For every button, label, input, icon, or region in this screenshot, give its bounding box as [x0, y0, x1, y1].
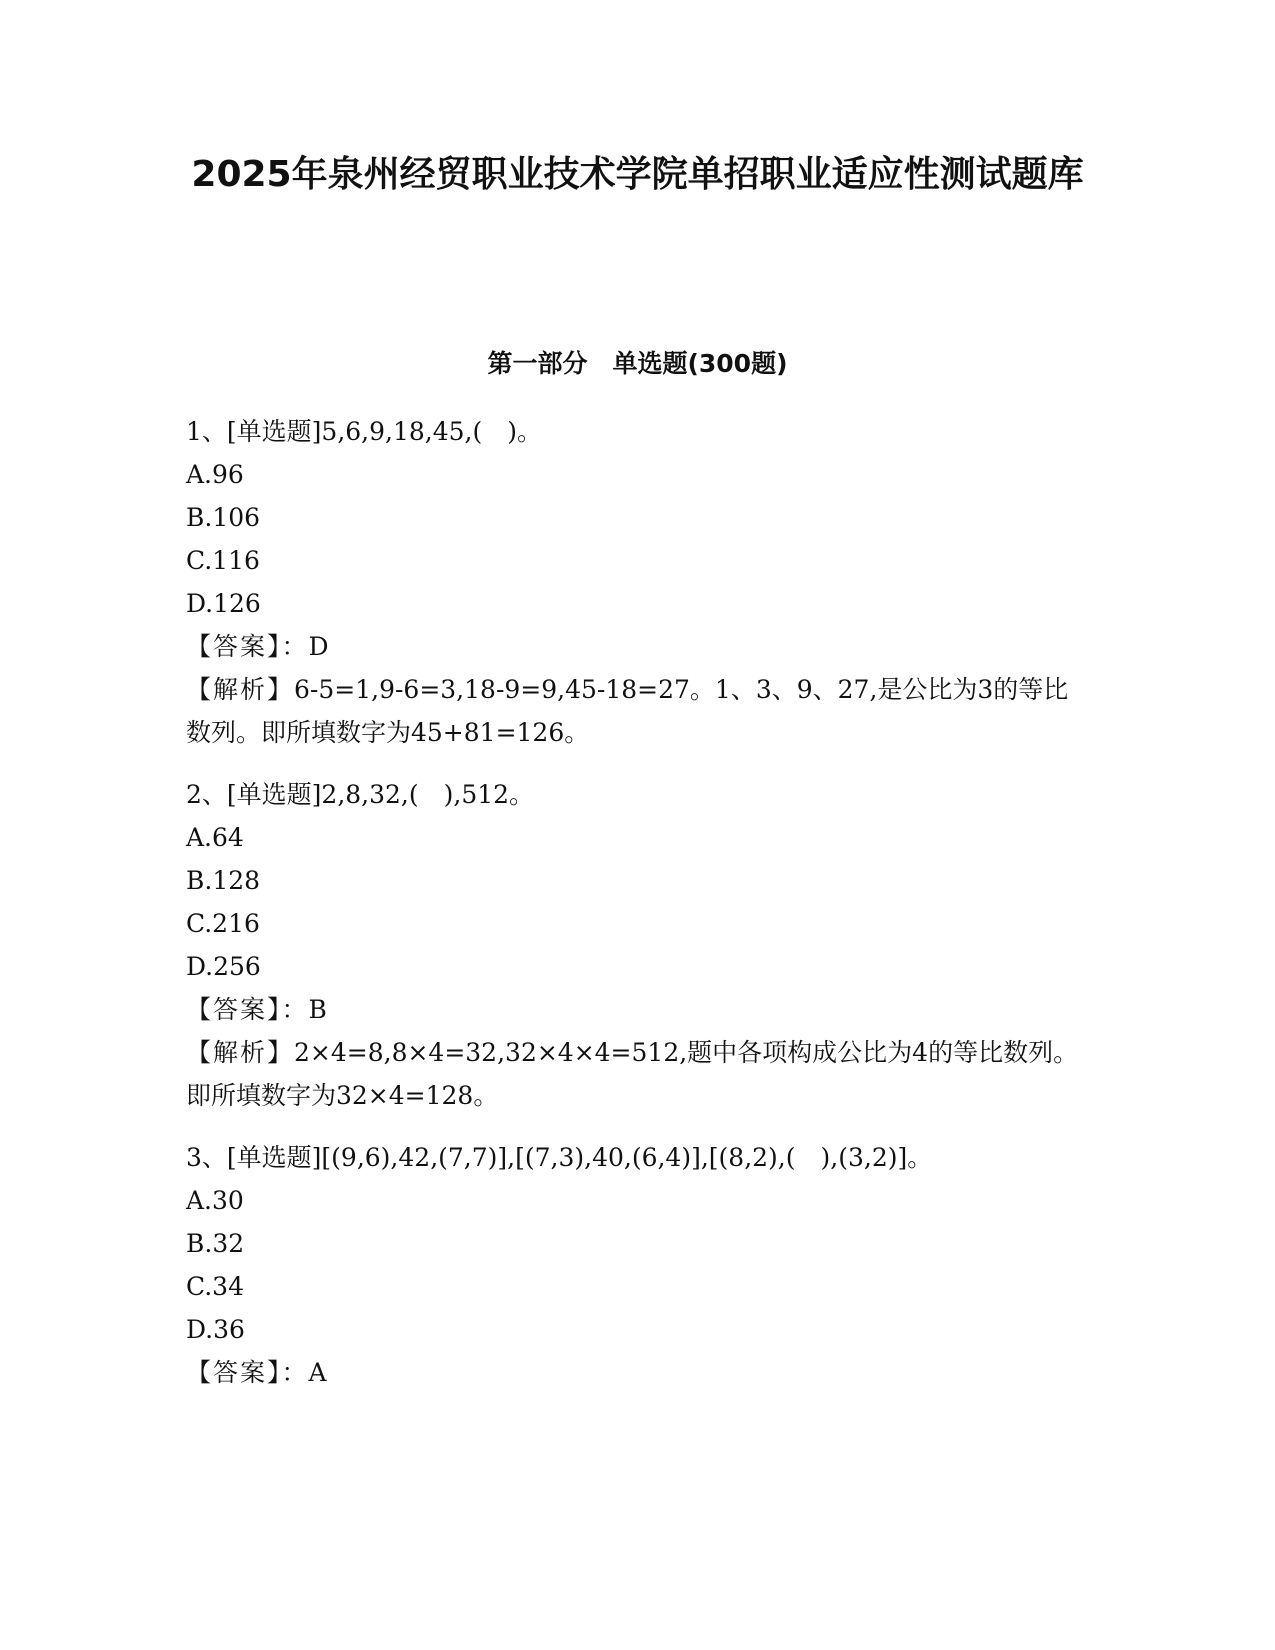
answer-label: 【答案】：: [186, 632, 309, 661]
option-d: D.36: [186, 1315, 245, 1344]
option-c: C.34: [186, 1272, 244, 1301]
explanation-text: 2×4=8,8×4=32,32×4×4=512,题中各项构成公比为4的等比数列。即所填数字为32×4=128。: [186, 1038, 1079, 1110]
answer-line: [186, 625, 1086, 668]
option-b: B.32: [186, 1229, 245, 1258]
explanation-text: 6-5=1,9-6=3,18-9=9,45-18=27。1、3、9、27,是公比为3的等比数列。即所填数字为45+81=126。: [186, 675, 1069, 747]
answer-value: A: [308, 1358, 327, 1387]
explanation-label: 【解析】: [186, 675, 295, 704]
question-list: [186, 410, 1086, 1413]
option-b: B.106: [186, 503, 261, 532]
option-d: D.126: [186, 589, 261, 618]
section-title: 第一部分 单选题(300题): [487, 349, 788, 378]
option-a: A.96: [186, 460, 244, 489]
explanation-line: [186, 668, 1086, 754]
answer-value: B: [308, 995, 327, 1024]
answer-label: 【答案】：: [186, 995, 309, 1024]
question-2: [186, 773, 1086, 1117]
question-stem: 1、[单选题]5,6,9,18,45,( )。: [186, 417, 542, 446]
explanation-line: [186, 1031, 1086, 1117]
question-stem: 2、[单选题]2,8,32,( ),512。: [186, 780, 535, 809]
option-d: D.256: [186, 952, 261, 981]
document-title: 2025年泉州经贸职业技术学院单招职业适应性测试题库: [191, 154, 1084, 195]
option-b: B.128: [186, 866, 261, 895]
question-stem: 3、[单选题][(9,6),42,(7,7)],[(7,3),40,(6,4)],[(8,2),( ),(3,2)]。: [186, 1143, 933, 1172]
question-3: [186, 1136, 1086, 1394]
answer-line: [186, 1351, 1086, 1394]
answer-label: 【答案】：: [186, 1358, 309, 1387]
option-c: C.116: [186, 546, 260, 575]
option-c: C.216: [186, 909, 260, 938]
option-a: A.30: [186, 1186, 244, 1215]
explanation-label: 【解析】: [186, 1038, 295, 1067]
question-1: [186, 410, 1086, 754]
answer-line: [186, 988, 1086, 1031]
option-a: A.64: [186, 823, 244, 852]
answer-value: D: [308, 632, 329, 661]
